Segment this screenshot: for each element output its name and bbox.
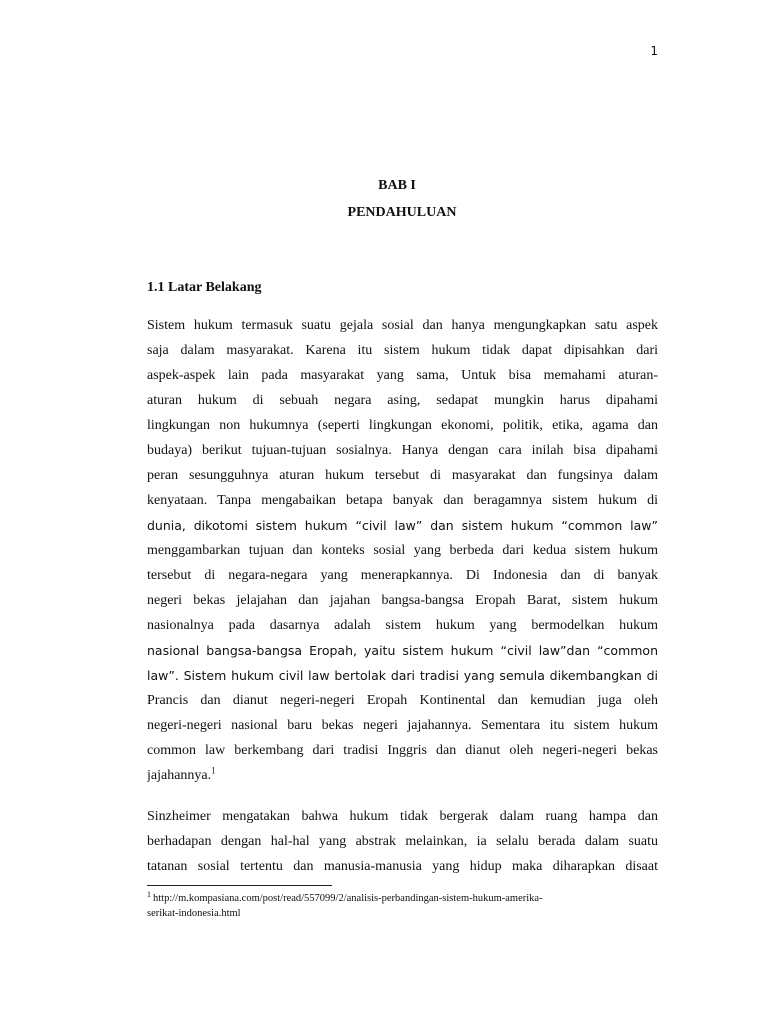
paragraph-line: tatanan sosial tertentu dan manusia-manusia yang hidup maka diharapkan disaat xyxy=(147,859,658,874)
paragraph-line: nasional bangsa-bangsa Eropah, yaitu sistem hukum “civil law”dan “common xyxy=(147,643,658,658)
footnote-divider xyxy=(147,885,332,886)
footnote-mark: 1 xyxy=(147,889,151,899)
footnote-reference[interactable]: 1 xyxy=(211,765,216,776)
paragraph-line-text: jajahannya. xyxy=(147,768,212,783)
paragraph-line: dunia, dikotomi sistem hukum “civil law” dan sistem hukum “common law” xyxy=(147,518,658,533)
footnote-line-continued[interactable]: serikat-indonesia.html xyxy=(147,908,241,919)
chapter-label: BAB I xyxy=(378,178,416,193)
paragraph-last-line xyxy=(147,763,658,788)
paragraph-line: budaya) berikut tujuan-tujuan sosialnya. Hanya dengan cara inilah bisa dipahami xyxy=(147,443,658,458)
paragraph-line: common law berkembang dari tradisi Inggris dan dianut oleh negeri-negeri bekas xyxy=(147,743,658,758)
paragraph-line: berhadapan dengan hal-hal yang abstrak melainkan, ia selalu berada dalam suatu xyxy=(147,834,658,849)
paragraph-line: nasionalnya pada dasarnya adalah sistem hukum yang bermodelkan hukum xyxy=(147,618,658,633)
paragraph-line: aturan hukum di sebuah negara asing, sedapat mungkin harus dipahami xyxy=(147,393,658,408)
page-number: 1 xyxy=(650,44,658,58)
section-heading: 1.1 Latar Belakang xyxy=(147,280,262,295)
paragraph-line: Prancis dan dianut negeri-negeri Eropah Kontinental dan kemudian juga oleh xyxy=(147,693,658,708)
footnote-link-text[interactable]: http://m.kompasiana.com/post/read/557099/2/analisis-perbandingan-sistem-hukum-amerika- xyxy=(153,893,543,904)
footnote xyxy=(147,891,658,921)
paragraph-2 xyxy=(147,804,658,879)
paragraph-line: negeri bekas jelajahan dan jajahan bangsa-bangsa Eropah Barat, sistem hukum xyxy=(147,593,658,608)
paragraph-line: negeri-negeri nasional baru bekas negeri jajahannya. Sementara itu sistem hukum xyxy=(147,718,658,733)
paragraph-line: tersebut di negara-negara yang menerapkannya. Di Indonesia dan di banyak xyxy=(147,568,658,583)
paragraph-line: lingkungan non hukumnya (seperti lingkungan ekonomi, politik, etika, agama dan xyxy=(147,418,658,433)
paragraph-line: menggambarkan tujuan dan konteks sosial yang berbeda dari kedua sistem hukum xyxy=(147,543,658,558)
chapter-title: PENDAHULUAN xyxy=(347,205,457,220)
paragraph-1 xyxy=(147,313,658,788)
paragraph-line: peran sesungguhnya aturan hukum tersebut di masyarakat dan fungsinya dalam xyxy=(147,468,658,483)
paragraph-line: law”. Sistem hukum civil law bertolak dari tradisi yang semula dikembangkan di xyxy=(147,668,658,683)
paragraph-line: Sistem hukum termasuk suatu gejala sosial dan hanya mengungkapkan satu aspek xyxy=(147,318,658,333)
footnote-line xyxy=(147,891,658,906)
paragraph-line: aspek-aspek lain pada masyarakat yang sama, Untuk bisa memahami aturan- xyxy=(147,368,658,383)
paragraph-line: saja dalam masyarakat. Karena itu sistem hukum tidak dapat dipisahkan dari xyxy=(147,343,658,358)
paragraph-line: Sinzheimer mengatakan bahwa hukum tidak bergerak dalam ruang hampa dan xyxy=(147,809,658,824)
paragraph-line: kenyataan. Tanpa mengabaikan betapa banyak dan beragamnya sistem hukum di xyxy=(147,493,658,508)
